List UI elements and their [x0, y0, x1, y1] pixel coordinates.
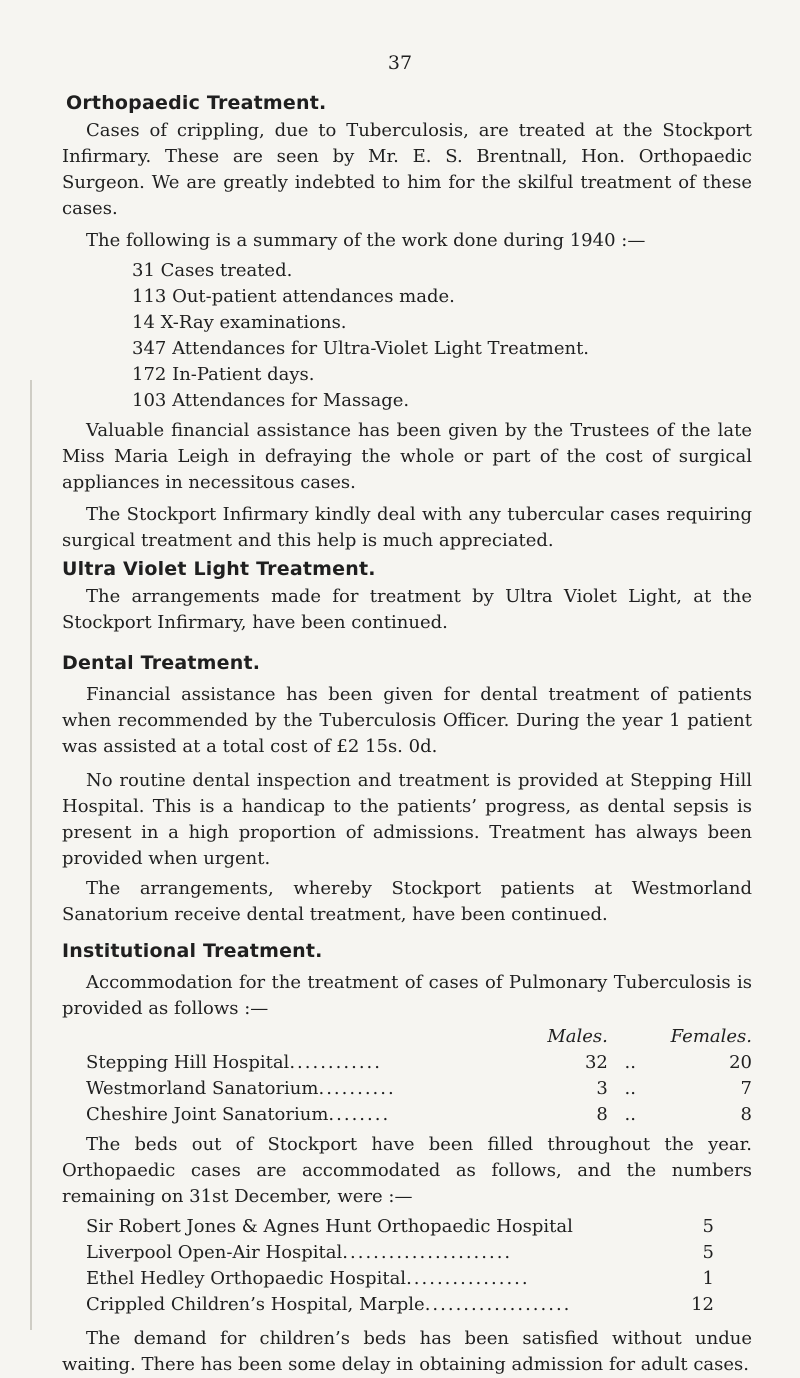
summary-item: 31 Cases treated.	[132, 260, 293, 281]
females-count: 7	[740, 1078, 752, 1099]
summary-item: 103 Attendances for Massage.	[132, 390, 410, 411]
table-row	[62, 1102, 752, 1128]
paragraph: No routine dental inspection and treatment is provided at Stepping Hill Hospital. This is a handicap to the patients’ progress, as dental sepsis is present in a high proportion of admissions. Treatment has always been provided when urgent.	[62, 770, 752, 869]
page-content	[62, 92, 752, 1378]
heading-ultra-violet-treatment: Ultra Violet Light Treatment.	[62, 558, 376, 580]
table-row	[62, 1076, 752, 1102]
females-count: 20	[729, 1052, 752, 1073]
males-count: 8	[596, 1104, 608, 1125]
dot-leader: ................	[406, 1268, 530, 1289]
column-header-males: Males.	[547, 1026, 608, 1047]
dot-leader: ..........	[318, 1078, 396, 1099]
patients-remaining: 1	[702, 1268, 714, 1289]
patients-remaining: 12	[691, 1294, 714, 1315]
paragraph: The Stockport Infirmary kindly deal with any tubercular cases requiring surgical treatment and this help is much appreciated.	[62, 504, 752, 551]
males-count: 32	[584, 1052, 608, 1073]
paragraph: Valuable financial assistance has been given by the Trustees of the late Miss Maria Leigh in defraying the whole or part of the cost of surgical appliances in necessitous cases.	[62, 420, 752, 493]
heading-institutional-treatment: Institutional Treatment.	[62, 940, 323, 962]
paragraph: The following is a summary of the work done during 1940 :—	[86, 230, 646, 251]
females-count: 8	[740, 1104, 752, 1125]
heading-orthopaedic-treatment: Orthopaedic Treatment.	[66, 92, 327, 114]
list-item	[86, 1292, 714, 1318]
summary-item: 14 X-Ray examinations.	[132, 312, 347, 333]
separator-dots: ..	[624, 1052, 636, 1073]
page-number: 37	[387, 52, 413, 74]
work-summary-list	[132, 258, 752, 414]
dot-leader: ........	[328, 1104, 391, 1125]
table-row	[62, 1050, 752, 1076]
list-item	[86, 1266, 714, 1292]
paragraph: The arrangements made for treatment by Ultra Violet Light, at the Stockport Infirmary, have been continued.	[62, 586, 752, 633]
dot-leader: ......................	[342, 1242, 513, 1263]
bed-accommodation-table	[62, 1024, 752, 1128]
separator-dots: ..	[624, 1104, 636, 1125]
heading-dental-treatment: Dental Treatment.	[62, 652, 261, 674]
hospital-name: Crippled Children’s Hospital, Marple	[86, 1294, 425, 1315]
dot-leader: ............	[289, 1052, 382, 1073]
hospital-name: Ethel Hedley Orthopaedic Hospital	[86, 1268, 407, 1289]
paragraph: The beds out of Stockport have been filled throughout the year. Orthopaedic cases are accommodated as follows, and the numbers remaining on 31st December, were :—	[62, 1134, 752, 1207]
column-header-females: Females.	[670, 1026, 752, 1047]
paragraph: The arrangements, whereby Stockport patients at Westmorland Sanatorium receive dental treatment, have been continued.	[62, 878, 752, 925]
institution-name: Westmorland Sanatorium	[86, 1078, 319, 1099]
males-count: 3	[596, 1078, 608, 1099]
table-header	[62, 1024, 752, 1050]
separator-dots: ..	[624, 1078, 636, 1099]
paragraph: Financial assistance has been given for dental treatment of patients when recommended by the Tuberculosis Officer. During the year 1 patient was assisted at a total cost of £2 15s. 0d.	[62, 684, 752, 757]
institution-name: Stepping Hill Hospital	[86, 1052, 290, 1073]
orthopaedic-hospitals-list	[86, 1214, 714, 1318]
hospital-name: Sir Robert Jones & Agnes Hunt Orthopaedic Hospital	[86, 1216, 573, 1237]
summary-item: 113 Out-patient attendances made.	[132, 286, 455, 307]
list-item	[86, 1214, 714, 1240]
summary-item: 172 In-Patient days.	[132, 364, 315, 385]
binding-edge-shadow	[30, 380, 32, 1330]
paragraph: Cases of crippling, due to Tuberculosis, are treated at the Stockport Infirmary. These are seen by Mr. E. S. Brentnall, Hon. Orthopaedic Surgeon. We are greatly indebted to him for the skilful treatment of these cases.	[62, 120, 752, 219]
patients-remaining: 5	[702, 1242, 714, 1263]
institution-name: Cheshire Joint Sanatorium	[86, 1104, 329, 1125]
hospital-name: Liverpool Open-Air Hospital	[86, 1242, 343, 1263]
paragraph: The demand for children’s beds has been satisfied without undue waiting. There has been some delay in obtaining admission for adult cases.	[62, 1328, 752, 1375]
patients-remaining: 5	[702, 1216, 714, 1237]
paragraph: Accommodation for the treatment of cases of Pulmonary Tuberculosis is provided as follows :—	[62, 972, 752, 1019]
list-item	[86, 1240, 714, 1266]
dot-leader: ...................	[424, 1294, 572, 1315]
summary-item: 347 Attendances for Ultra-Violet Light Treatment.	[132, 338, 590, 359]
